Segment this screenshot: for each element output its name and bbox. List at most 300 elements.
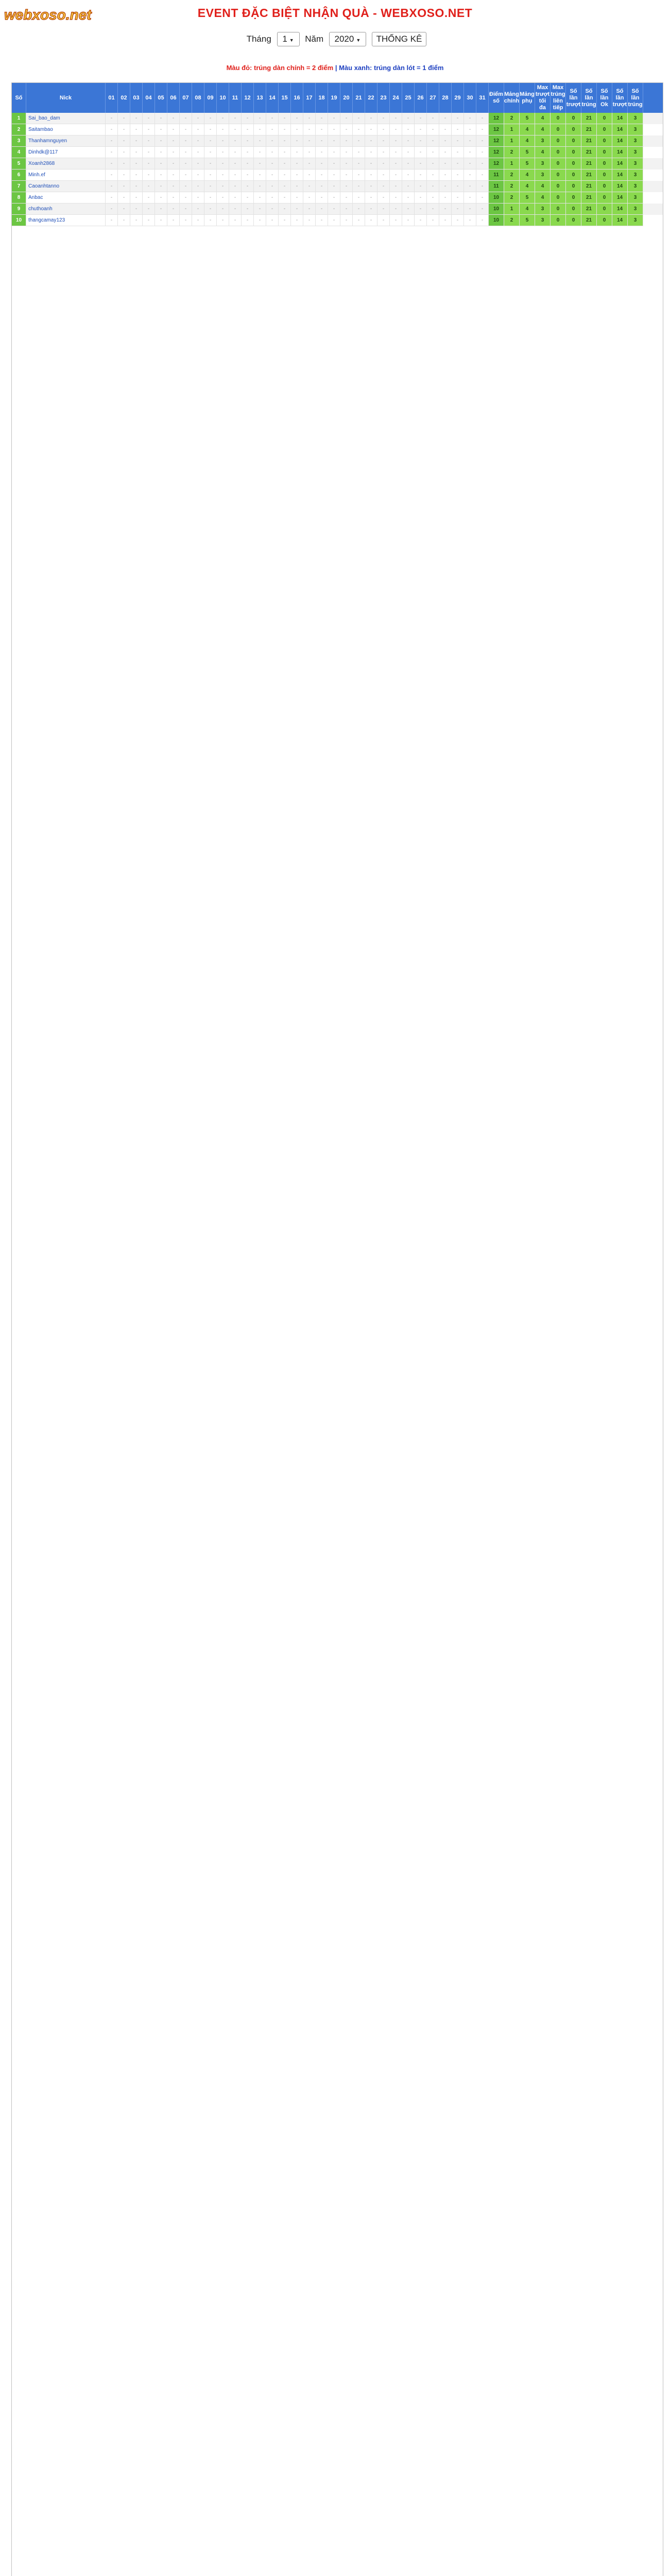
day-cell: - — [427, 192, 439, 204]
day-cell: - — [118, 135, 130, 147]
day-cell: - — [254, 124, 266, 135]
stat-cell: 0 — [566, 124, 581, 135]
day-cell: - — [242, 215, 254, 226]
day-cell: - — [279, 147, 291, 158]
day-cell: - — [464, 147, 476, 158]
day-cell: - — [303, 170, 316, 181]
stat-cell: 4 — [535, 113, 551, 124]
player-nick[interactable]: chuthoanh — [26, 204, 106, 215]
header-day-23: 23 — [377, 83, 390, 113]
stat-cell: 0 — [551, 158, 566, 170]
day-cell: - — [242, 135, 254, 147]
year-label: Năm — [305, 34, 324, 44]
day-cell: - — [118, 204, 130, 215]
player-nick[interactable]: Anbac — [26, 192, 106, 204]
day-cell: - — [365, 170, 377, 181]
day-cell: - — [427, 181, 439, 192]
day-cell: - — [291, 170, 303, 181]
stat-cell: 0 — [551, 113, 566, 124]
day-cell: - — [402, 135, 415, 147]
header-stt: Số — [12, 83, 26, 113]
stat-cell: 5 — [520, 147, 535, 158]
score-cell: 12 — [489, 113, 504, 124]
header-day-22: 22 — [365, 83, 377, 113]
day-cell: - — [279, 215, 291, 226]
stat-cell: 0 — [566, 192, 581, 204]
day-cell: - — [340, 170, 353, 181]
stat-cell: 3 — [628, 113, 643, 124]
stat-cell: 0 — [597, 192, 612, 204]
day-cell: - — [118, 215, 130, 226]
stat-cell: 14 — [612, 181, 628, 192]
day-cell: - — [353, 135, 365, 147]
day-cell: - — [229, 135, 242, 147]
header-day-13: 13 — [254, 83, 266, 113]
day-cell: - — [254, 170, 266, 181]
day-cell: - — [439, 113, 452, 124]
day-cell: - — [106, 135, 118, 147]
day-cell: - — [328, 135, 340, 147]
stat-cell: 4 — [520, 170, 535, 181]
header-day-15: 15 — [279, 83, 291, 113]
stat-cell: 3 — [535, 135, 551, 147]
day-cell: - — [242, 181, 254, 192]
month-select[interactable] — [277, 32, 300, 46]
row-number: 1 — [12, 113, 26, 124]
day-cell: - — [254, 181, 266, 192]
day-cell: - — [143, 135, 155, 147]
stat-cell: 21 — [581, 113, 597, 124]
day-cell: - — [291, 204, 303, 215]
stat-cell: 0 — [551, 192, 566, 204]
day-cell: - — [365, 204, 377, 215]
player-nick[interactable]: Minh.ef — [26, 170, 106, 181]
day-cell: - — [180, 135, 192, 147]
legend-main: Màu đỏ: trúng dàn chính = 2 điểm — [226, 64, 334, 72]
day-cell: - — [118, 158, 130, 170]
day-cell: - — [415, 147, 427, 158]
stat-cell: 2 — [504, 181, 520, 192]
day-cell: - — [452, 147, 464, 158]
day-cell: - — [143, 215, 155, 226]
player-nick[interactable]: Thanhamnguyen — [26, 135, 106, 147]
player-nick[interactable]: Dinhdk@117 — [26, 147, 106, 158]
stat-cell: 0 — [597, 215, 612, 226]
day-cell: - — [415, 204, 427, 215]
header-day-05: 05 — [155, 83, 167, 113]
day-cell: - — [118, 124, 130, 135]
stat-cell: 3 — [628, 181, 643, 192]
stat-cell: 3 — [535, 204, 551, 215]
stat-cell: 0 — [551, 170, 566, 181]
day-cell: - — [365, 113, 377, 124]
day-cell: - — [204, 204, 217, 215]
day-cell: - — [439, 124, 452, 135]
day-cell: - — [266, 170, 279, 181]
row-number: 3 — [12, 135, 26, 147]
day-cell: - — [377, 124, 390, 135]
year-select[interactable] — [329, 32, 366, 46]
day-cell: - — [291, 192, 303, 204]
stat-cell: 21 — [581, 204, 597, 215]
day-cell: - — [229, 192, 242, 204]
stat-cell: 0 — [597, 158, 612, 170]
stat-cell: 0 — [566, 170, 581, 181]
stat-cell: 4 — [535, 181, 551, 192]
day-cell: - — [242, 113, 254, 124]
day-cell: - — [279, 124, 291, 135]
stat-cell: 0 — [566, 215, 581, 226]
stat-cell: 14 — [612, 113, 628, 124]
day-cell: - — [143, 170, 155, 181]
day-cell: - — [476, 181, 489, 192]
day-cell: - — [242, 124, 254, 135]
stat-cell: 14 — [612, 158, 628, 170]
stat-cell: 2 — [504, 192, 520, 204]
day-cell: - — [266, 113, 279, 124]
day-cell: - — [377, 170, 390, 181]
day-cell: - — [217, 135, 229, 147]
stat-cell: 3 — [628, 204, 643, 215]
day-cell: - — [328, 147, 340, 158]
day-cell: - — [303, 113, 316, 124]
day-cell: - — [452, 113, 464, 124]
header-day-10: 10 — [217, 83, 229, 113]
day-cell: - — [427, 204, 439, 215]
day-cell: - — [229, 215, 242, 226]
day-cell: - — [353, 158, 365, 170]
stat-cell: 14 — [612, 170, 628, 181]
day-cell: - — [291, 215, 303, 226]
day-cell: - — [476, 113, 489, 124]
player-nick[interactable]: Xoanh2868 — [26, 158, 106, 170]
day-cell: - — [217, 147, 229, 158]
day-cell: - — [143, 192, 155, 204]
day-cell: - — [316, 147, 328, 158]
day-cell: - — [180, 181, 192, 192]
day-cell: - — [316, 192, 328, 204]
day-cell: - — [106, 192, 118, 204]
day-cell: - — [279, 192, 291, 204]
day-cell: - — [365, 124, 377, 135]
table-row — [12, 204, 663, 215]
month-value: 1 — [282, 34, 287, 44]
day-cell: - — [167, 135, 180, 147]
day-cell: - — [155, 204, 167, 215]
day-cell: - — [266, 124, 279, 135]
day-cell: - — [340, 158, 353, 170]
day-cell: - — [303, 192, 316, 204]
day-cell: - — [143, 158, 155, 170]
stat-cell: 0 — [551, 181, 566, 192]
stat-cell: 1 — [504, 135, 520, 147]
stat-cell: 0 — [597, 147, 612, 158]
day-cell: - — [316, 181, 328, 192]
day-cell: - — [340, 204, 353, 215]
header-day-29: 29 — [452, 83, 464, 113]
header-day-12: 12 — [242, 83, 254, 113]
day-cell: - — [291, 113, 303, 124]
stat-cell: 21 — [581, 170, 597, 181]
header-stat: Max trúng liên tiếp — [551, 83, 566, 113]
day-cell: - — [130, 215, 143, 226]
header-day-04: 04 — [143, 83, 155, 113]
day-cell: - — [204, 113, 217, 124]
day-cell: - — [130, 158, 143, 170]
chevron-down-icon: ▼ — [289, 38, 294, 43]
stat-cell: 3 — [535, 215, 551, 226]
header-stat: Số lần trượt — [566, 83, 581, 113]
stat-cell: 3 — [628, 124, 643, 135]
day-cell: - — [192, 147, 204, 158]
header-day-28: 28 — [439, 83, 452, 113]
day-cell: - — [439, 135, 452, 147]
day-cell: - — [217, 124, 229, 135]
stat-cell: 0 — [551, 135, 566, 147]
day-cell: - — [167, 158, 180, 170]
stat-cell: 3 — [628, 135, 643, 147]
day-cell: - — [192, 170, 204, 181]
day-cell: - — [415, 113, 427, 124]
stat-cell: 1 — [504, 124, 520, 135]
day-cell: - — [316, 113, 328, 124]
day-cell: - — [155, 192, 167, 204]
score-cell: 12 — [489, 135, 504, 147]
day-cell: - — [303, 158, 316, 170]
day-cell: - — [180, 192, 192, 204]
day-cell: - — [291, 181, 303, 192]
day-cell: - — [476, 135, 489, 147]
day-cell: - — [303, 215, 316, 226]
day-cell: - — [192, 135, 204, 147]
day-cell: - — [266, 147, 279, 158]
day-cell: - — [229, 124, 242, 135]
day-cell: - — [266, 158, 279, 170]
stat-cell: 21 — [581, 135, 597, 147]
day-cell: - — [155, 147, 167, 158]
day-cell: - — [167, 215, 180, 226]
day-cell: - — [464, 192, 476, 204]
day-cell: - — [204, 192, 217, 204]
day-cell: - — [167, 170, 180, 181]
score-cell: 12 — [489, 147, 504, 158]
table-row — [12, 124, 663, 135]
month-label: Tháng — [246, 34, 271, 44]
day-cell: - — [204, 124, 217, 135]
day-cell: - — [217, 204, 229, 215]
day-cell: - — [390, 170, 402, 181]
day-cell: - — [365, 147, 377, 158]
day-cell: - — [439, 170, 452, 181]
page-title: EVENT ĐẶC BIỆT NHẬN QUÀ - WEBXOSO.NET — [197, 6, 473, 20]
legend-sub: Màu xanh: trúng dàn lót = 1 điểm — [339, 64, 444, 72]
day-cell: - — [439, 147, 452, 158]
day-cell: - — [254, 204, 266, 215]
day-cell: - — [303, 181, 316, 192]
stat-cell: 1 — [504, 158, 520, 170]
stat-cell: 2 — [504, 113, 520, 124]
stat-cell: 4 — [535, 124, 551, 135]
day-cell: - — [353, 147, 365, 158]
header-day-25: 25 — [402, 83, 415, 113]
table-row — [12, 158, 663, 170]
player-nick[interactable]: Saitambao — [26, 124, 106, 135]
day-cell: - — [192, 204, 204, 215]
day-cell: - — [242, 147, 254, 158]
day-cell: - — [229, 158, 242, 170]
day-cell: - — [390, 181, 402, 192]
header-stat: Mảng chính — [504, 83, 520, 113]
day-cell: - — [204, 158, 217, 170]
stat-cell: 14 — [612, 215, 628, 226]
day-cell: - — [118, 147, 130, 158]
day-cell: - — [254, 158, 266, 170]
header-stat: Điểm số — [489, 83, 504, 113]
score-cell: 12 — [489, 158, 504, 170]
stat-cell: 4 — [520, 124, 535, 135]
stat-cell: 21 — [581, 215, 597, 226]
stat-cell: 3 — [628, 192, 643, 204]
player-nick[interactable]: thangcamay123 — [26, 215, 106, 226]
day-cell: - — [464, 113, 476, 124]
day-cell: - — [316, 170, 328, 181]
day-cell: - — [167, 192, 180, 204]
stat-cell: 4 — [535, 192, 551, 204]
stat-cell: 14 — [612, 192, 628, 204]
day-cell: - — [328, 170, 340, 181]
row-number: 2 — [12, 124, 26, 135]
day-cell: - — [476, 170, 489, 181]
day-cell: - — [439, 204, 452, 215]
table-row — [12, 170, 663, 181]
day-cell: - — [353, 170, 365, 181]
day-cell: - — [192, 158, 204, 170]
legend-note — [0, 64, 670, 72]
logo-text: webxoso.net — [4, 7, 92, 23]
day-cell: - — [377, 135, 390, 147]
day-cell: - — [155, 181, 167, 192]
day-cell: - — [390, 113, 402, 124]
day-cell: - — [402, 147, 415, 158]
day-cell: - — [106, 215, 118, 226]
day-cell: - — [377, 147, 390, 158]
day-cell: - — [192, 192, 204, 204]
stat-cell: 0 — [566, 204, 581, 215]
day-cell: - — [365, 135, 377, 147]
day-cell: - — [143, 124, 155, 135]
stat-cell: 0 — [551, 204, 566, 215]
day-cell: - — [390, 147, 402, 158]
stat-cell: 0 — [566, 181, 581, 192]
day-cell: - — [155, 124, 167, 135]
score-cell: 11 — [489, 181, 504, 192]
day-cell: - — [254, 135, 266, 147]
stat-cell: 0 — [566, 113, 581, 124]
day-cell: - — [130, 204, 143, 215]
day-cell: - — [328, 215, 340, 226]
stat-cell: 21 — [581, 147, 597, 158]
day-cell: - — [106, 158, 118, 170]
day-cell: - — [340, 192, 353, 204]
player-nick[interactable]: Caoanhtanno — [26, 181, 106, 192]
stat-cell: 3 — [628, 147, 643, 158]
day-cell: - — [204, 215, 217, 226]
day-cell: - — [476, 215, 489, 226]
header-day-06: 06 — [167, 83, 180, 113]
day-cell: - — [106, 124, 118, 135]
day-cell: - — [390, 215, 402, 226]
day-cell: - — [266, 192, 279, 204]
day-cell: - — [340, 215, 353, 226]
player-nick[interactable]: Sai_bao_dam — [26, 113, 106, 124]
header-stat: Số lần trúng — [628, 83, 643, 113]
header-day-07: 07 — [180, 83, 192, 113]
header-day-27: 27 — [427, 83, 439, 113]
stat-cell: 0 — [597, 181, 612, 192]
day-cell: - — [167, 124, 180, 135]
day-cell: - — [155, 158, 167, 170]
stat-cell: 21 — [581, 181, 597, 192]
stat-cell: 0 — [551, 147, 566, 158]
day-cell: - — [217, 181, 229, 192]
stat-cell: 0 — [551, 124, 566, 135]
stat-cell: 4 — [535, 147, 551, 158]
day-cell: - — [118, 113, 130, 124]
day-cell: - — [217, 158, 229, 170]
day-cell: - — [402, 158, 415, 170]
day-cell: - — [402, 124, 415, 135]
table-body — [12, 113, 663, 2576]
day-cell: - — [390, 192, 402, 204]
stat-cell: 5 — [520, 192, 535, 204]
day-cell: - — [242, 170, 254, 181]
day-cell: - — [118, 181, 130, 192]
header-day-01: 01 — [106, 83, 118, 113]
day-cell: - — [155, 170, 167, 181]
day-cell: - — [415, 181, 427, 192]
day-cell: - — [328, 124, 340, 135]
header-day-08: 08 — [192, 83, 204, 113]
stat-cell: 3 — [628, 215, 643, 226]
day-cell: - — [365, 215, 377, 226]
day-cell: - — [377, 181, 390, 192]
day-cell: - — [192, 113, 204, 124]
score-cell: 10 — [489, 192, 504, 204]
stat-cell: 0 — [597, 204, 612, 215]
day-cell: - — [353, 192, 365, 204]
day-cell: - — [155, 215, 167, 226]
day-cell: - — [316, 158, 328, 170]
day-cell: - — [254, 192, 266, 204]
stat-cell: 14 — [612, 147, 628, 158]
day-cell: - — [291, 158, 303, 170]
day-cell: - — [340, 181, 353, 192]
table-row — [12, 113, 663, 124]
day-cell: - — [155, 113, 167, 124]
submit-button[interactable]: THỐNG KÊ — [372, 32, 427, 46]
header-day-30: 30 — [464, 83, 476, 113]
day-cell: - — [279, 135, 291, 147]
stat-cell: 1 — [504, 204, 520, 215]
score-cell: 10 — [489, 204, 504, 215]
day-cell: - — [118, 170, 130, 181]
table-row — [12, 147, 663, 158]
stat-cell: 4 — [520, 135, 535, 147]
stat-cell: 3 — [535, 158, 551, 170]
header-nick: Nick — [26, 83, 106, 113]
day-cell: - — [427, 147, 439, 158]
day-cell: - — [390, 124, 402, 135]
